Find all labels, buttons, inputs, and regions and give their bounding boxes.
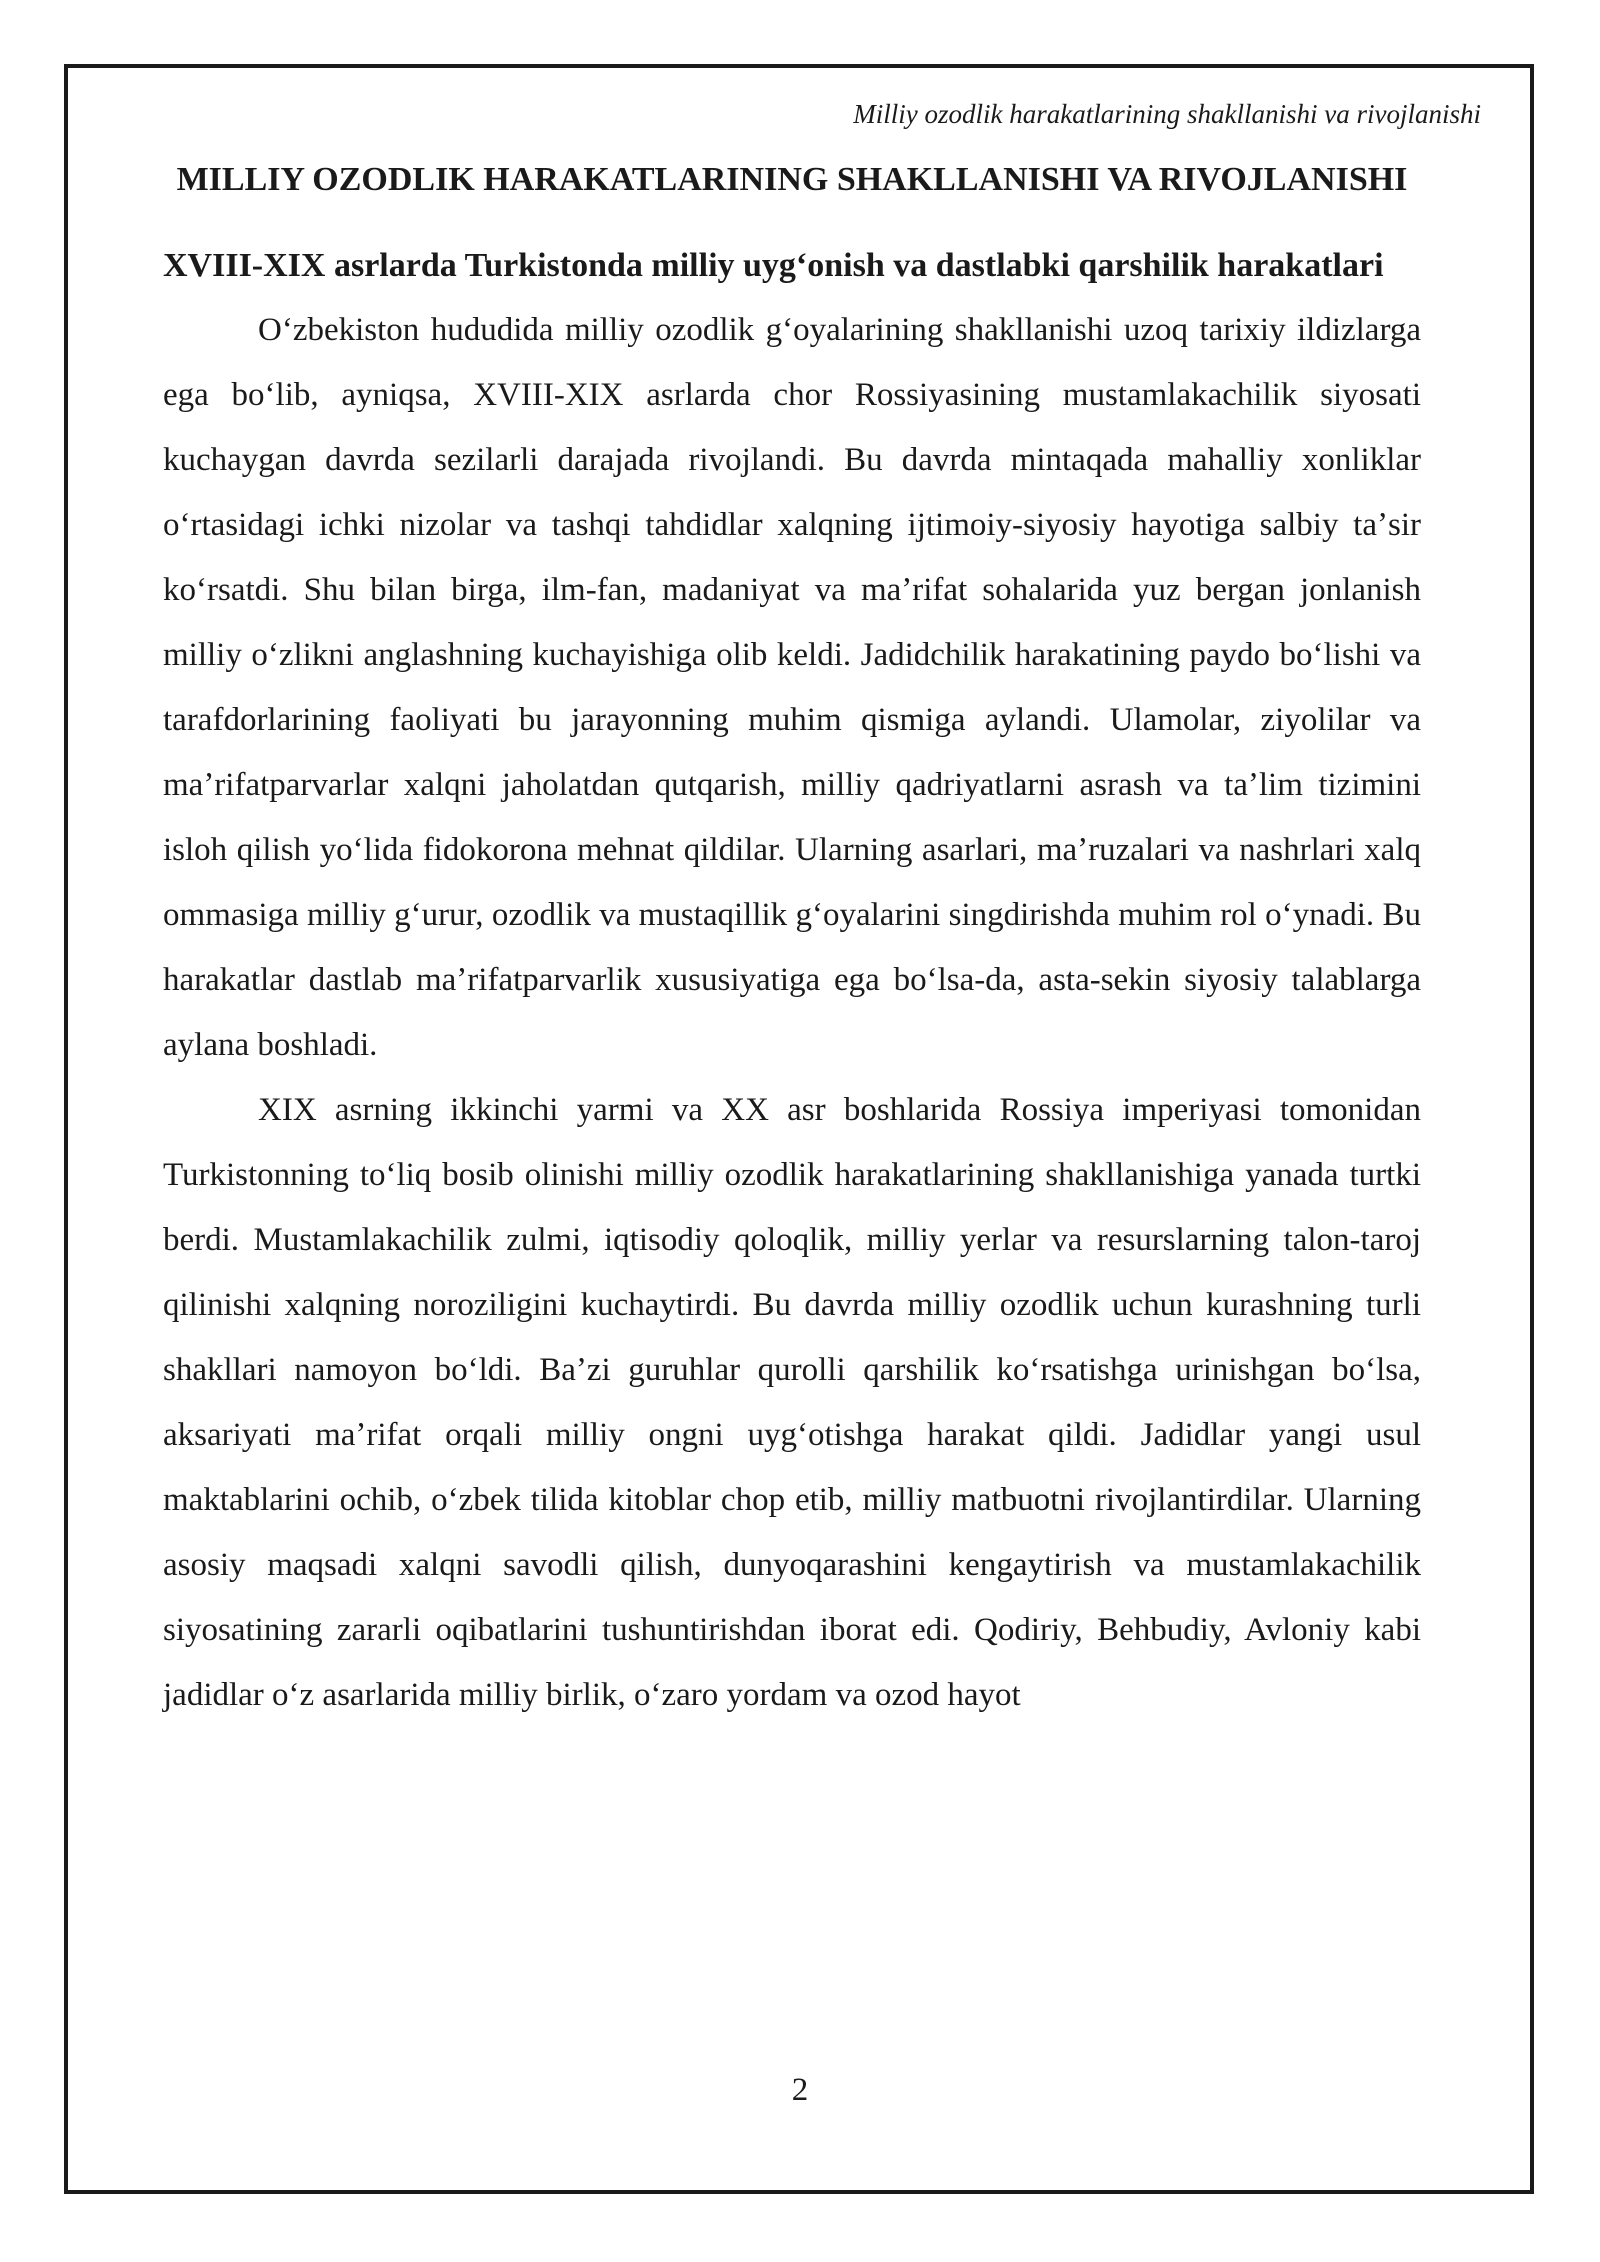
body-paragraph: XIX asrning ikkinchi yarmi va XX asr boshlarida Rossiya imperiyasi tomonidan Turkistonning toʻliq bosib olinishi milliy ozodlik harakatlarining shakllanishiga yanada turtki berdi. Mustamlakachilik zulmi, iqtisodiy qoloqlik, milliy yerlar va resurslarning talon-taroj qilinishi xalqning noroziligini kuchaytirdi. Bu davrda milliy ozodlik uchun kurashning turli shakllari namoyon boʻldi. Baʼzi guruhlar qurolli qarshilik koʻrsatishga urinishgan boʻlsa, aksariyati maʼrifat orqali milliy ongni uygʻotishga harakat qildi. Jadidlar yangi usul maktablarini ochib, oʻzbek tilida kitoblar chop etib, milliy matbuotni rivojlantirdilar. Ularning asosiy maqsadi xalqni savodli qilish, dunyoqarashini kengaytirish va mustamlakachilik siyosatining zararli oqibatlarini tushuntirishdan iborat edi. Qodiriy, Behbudiy, Avloniy kabi jadidlar oʻz asarlarida milliy birlik, oʻzaro yordam va ozod hayot [163,1092,1421,1713]
page-number: 2 [791,2072,809,2108]
document-body [163,148,1421,1728]
document-title: MILLIY OZODLIK HARAKATLARINING SHAKLLANISHI VA RIVOJLANISHI [176,161,1408,198]
body-paragraph: Oʻzbekiston hududida milliy ozodlik gʻoyalarining shakllanishi uzoq tarixiy ildizlarga ega boʻlib, ayniqsa, XVIII-XIX asrlarda chor Rossiyasining mustamlakachilik siyosati kuchaygan davrda sezilarli darajada rivojlandi. Bu davrda mintaqada mahalliy xonliklar oʻrtasidagi ichki nizolar va tashqi tahdidlar xalqning ijtimoiy-siyosiy hayotiga salbiy taʼsir koʻrsatdi. Shu bilan birga, ilm-fan, madaniyat va maʼrifat sohalarida yuz bergan jonlanish milliy oʻzlikni anglashning kuchayishiga olib keldi. Jadidchilik harakatining paydo boʻlishi va tarafdorlarining faoliyati bu jarayonning muhim qismiga aylandi. Ulamolar, ziyolilar va maʼrifatparvarlar xalqni jaholatdan qutqarish, milliy qadriyatlarni asrash va taʼlim tizimini isloh qilish yoʻlida fidokorona mehnat qildilar. Ularning asarlari, maʼruzalari va nashrlari xalq ommasiga milliy gʻurur, ozodlik va mustaqillik gʻoyalarini singdirishda muhim rol oʻynadi. Bu harakatlar dastlab maʼrifatparvarlik xususiyatiga ega boʻlsa-da, asta-sekin siyosiy talablarga aylana boshladi. [163,312,1421,1063]
section-heading: XVIII-XIX asrlarda Turkistonda milliy uygʻonish va dastlabki qarshilik harakatlari [163,247,1384,284]
running-header: Milliy ozodlik harakatlarining shakllanishi va rivojlanishi [853,99,1481,129]
